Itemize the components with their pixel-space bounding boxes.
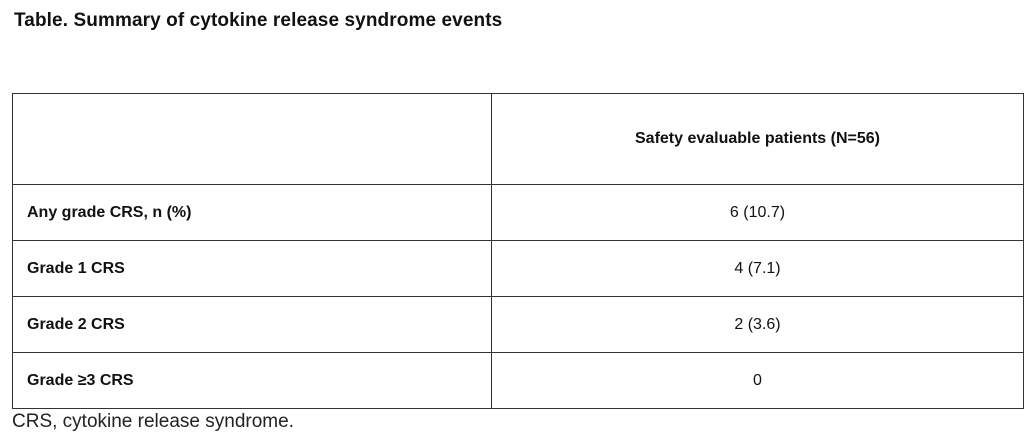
table-row [13, 297, 1024, 353]
row-label-grade-2: Grade 2 CRS [13, 297, 492, 353]
table-row [13, 241, 1024, 297]
row-value-grade-2: 2 (3.6) [492, 297, 1024, 353]
header-value-cell: Safety evaluable patients (N=56) [492, 94, 1024, 185]
row-label-any-grade: Any grade CRS, n (%) [13, 185, 492, 241]
summary-table [12, 93, 1024, 409]
table-row [13, 353, 1024, 409]
row-value-grade-3-plus: 0 [492, 353, 1024, 409]
table-row [13, 185, 1024, 241]
table-header-row [13, 94, 1024, 185]
row-label-grade-3-plus: Grade ≥3 CRS [13, 353, 492, 409]
header-label-cell [13, 94, 492, 185]
row-value-grade-1: 4 (7.1) [492, 241, 1024, 297]
row-label-grade-1: Grade 1 CRS [13, 241, 492, 297]
row-value-any-grade: 6 (10.7) [492, 185, 1024, 241]
table-title: Table. Summary of cytokine release syndrome events [14, 10, 503, 31]
table-footnote: CRS, cytokine release syndrome. [12, 411, 294, 432]
